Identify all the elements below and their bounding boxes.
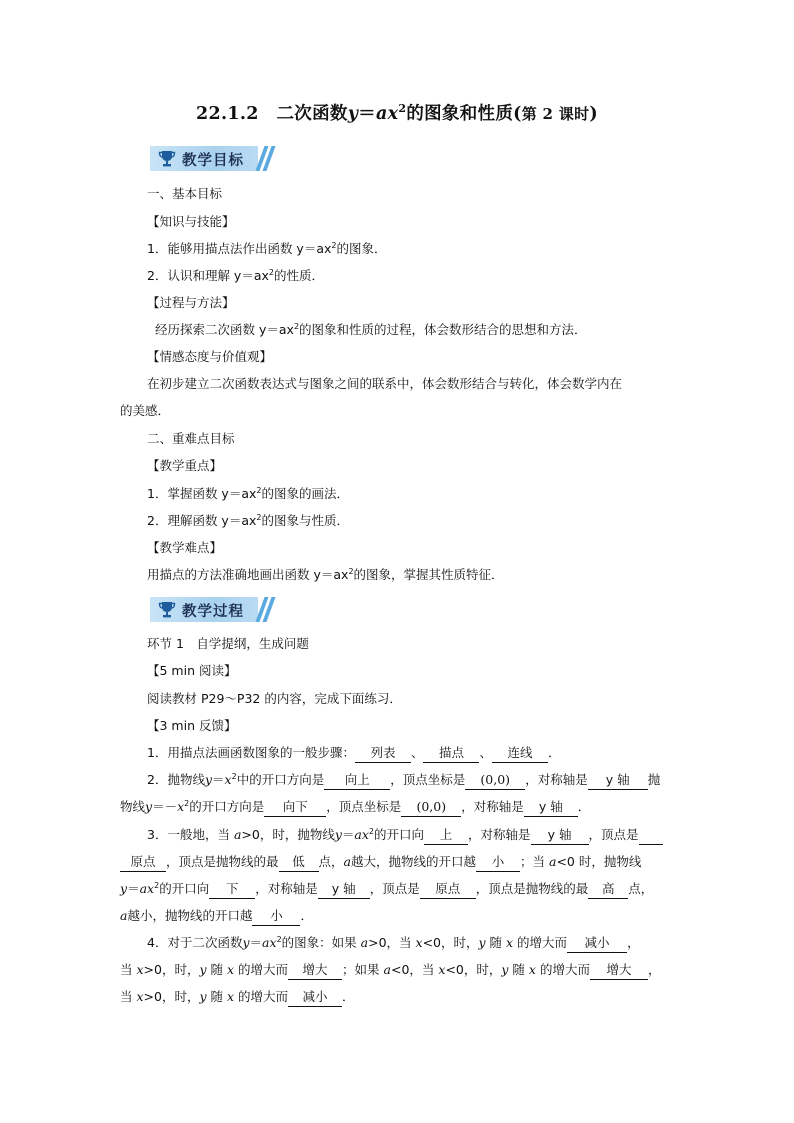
focus-item-1: 1．掌握函数 $y=ax^2$的图象的画法． <box>147 485 349 501</box>
emotion-line-2: 的美感． <box>120 403 171 418</box>
knowledge-item-2: 2．认识和理解 $y=ax^2$的性质． <box>147 267 324 283</box>
emotion-heading: 【情感态度与价值观】 <box>147 349 273 364</box>
process-method-heading: 【过程与方法】 <box>147 295 235 310</box>
answer-blank: 向下 <box>264 798 326 817</box>
answer-blank: 原点 <box>120 853 166 872</box>
answer-blank: (0,0) <box>465 771 525 790</box>
answer-blank: 描点 <box>423 744 479 763</box>
answer-blank: (0,0) <box>401 798 461 817</box>
answer-blank: 连线 <box>492 744 548 763</box>
read-text: 阅读教材 P29～P32 的内容，完成下面练习． <box>147 691 402 706</box>
feedback-heading: 【3 min 反馈】 <box>147 718 237 733</box>
question-3-line-2: 原点 ，顶点是抛物线的最 低 点，a越大，抛物线的开口越 小 ；当 a<0 时，抛物线 <box>120 853 641 872</box>
answer-blank: 小 <box>252 907 300 926</box>
process-method-text: 经历探索二次函数 $y=ax^2$的图象和性质的过程，体会数形结合的思想和方法． <box>155 321 587 337</box>
question-3-line-1: 3．一般地，当 a>0，时，抛物线$y=ax^2$的开口向 上 ，对称轴是 y 轴 ，顶点是 <box>147 826 663 845</box>
answer-blank: y 轴 <box>531 826 589 845</box>
difficulty-heading: 【教学难点】 <box>147 540 223 555</box>
banner-goals <box>150 146 272 171</box>
knowledge-item-1: 1．能够用描点法作出函数 $y=ax^2$的图象． <box>147 240 387 256</box>
banner-process-label: 教学过程 <box>182 604 244 620</box>
title-var-ax: ax <box>375 104 399 124</box>
title-close: ) <box>589 104 598 124</box>
focus-item-2: 2．理解函数 $y=ax^2$的图象与性质． <box>147 512 349 528</box>
trophy-icon <box>158 601 176 618</box>
answer-blank: y 轴 <box>524 798 578 817</box>
answer-blank: 低 <box>279 853 319 872</box>
answer-blank: y 轴 <box>318 880 370 899</box>
title-sub: 第 2 课时 <box>521 105 590 123</box>
page-title <box>0 100 794 125</box>
answer-blank: 列表 <box>355 744 411 763</box>
answer-blank: 增大 <box>590 961 648 980</box>
answer-blank: 增大 <box>288 961 342 980</box>
question-4-line-2: 当 x>0，时，y 随 x 的增大而 增大 ；如果 a<0，当 x<0，时，y 随 x 的增大而 增大 ， <box>120 961 660 980</box>
trophy-icon <box>158 150 176 167</box>
basic-heading: 一、基本目标 <box>147 186 223 201</box>
answer-blank: 减小 <box>567 934 627 953</box>
answer-blank: 原点 <box>420 880 476 899</box>
title-suffix: 的图象和性质( <box>406 104 522 124</box>
question-3-line-3: $y=ax^2$的开口向 下 ，对称轴是 y 轴 ，顶点是 原点 ，顶点是抛物线的最 高 点， <box>120 880 653 899</box>
banner-goals-label: 教学目标 <box>182 153 244 169</box>
answer-blank: 减小 <box>288 988 342 1007</box>
answer-blank: y 轴 <box>588 771 648 790</box>
focus-heading: 【教学重点】 <box>147 458 223 473</box>
knowledge-heading: 【知识与技能】 <box>147 214 235 229</box>
read-heading: 【5 min 阅读】 <box>147 663 237 678</box>
answer-blank: 小 <box>476 853 520 872</box>
answer-blank: 上 <box>424 826 468 845</box>
answer-blank: 高 <box>588 880 628 899</box>
step1-heading: 环节 1 自学提纲，生成问题 <box>147 636 309 651</box>
answer-blank: 下 <box>209 880 255 899</box>
answer-blank <box>639 826 663 845</box>
difficulty-text: 用描点的方法准确地画出函数 $y=ax^2$的图象，掌握其性质特征． <box>147 566 504 582</box>
answer-blank: 向上 <box>324 771 390 790</box>
banner-process <box>150 597 272 622</box>
title-prefix: 22.1.2 二次函数 <box>196 104 348 124</box>
question-2-line-1: 2．抛物线$y=x^2$中的开口方向是 向上 ，顶点坐标是 (0,0) ，对称轴是 y 轴 抛 <box>147 771 660 790</box>
key-heading: 二、重难点目标 <box>147 431 235 446</box>
title-eq: ＝ <box>358 104 376 124</box>
question-2-line-2: 物线$y=-x^2$的开口方向是 向下 ，顶点坐标是 (0,0) ，对称轴是 y 轴 ． <box>120 798 590 817</box>
question-3-line-4: a越小，抛物线的开口越 小 ． <box>120 907 313 926</box>
title-var-y: y <box>347 104 359 124</box>
emotion-line-1: 在初步建立二次函数表达式与图象之间的联系中，体会数形结合与转化，体会数学内在 <box>147 376 623 391</box>
question-1: 1．用描点法画函数图象的一般步骤： 列表 、 描点 、 连线 ． <box>147 744 561 763</box>
question-4-line-1: 4．对于二次函数$y=ax^2$的图象：如果 a>0，当 x<0，时，y 随 x 的增大而 减小 ， <box>147 934 640 953</box>
question-4-line-3: 当 x>0，时，y 随 x 的增大而 减小 ． <box>120 988 355 1007</box>
title-exp: 2 <box>398 102 407 116</box>
